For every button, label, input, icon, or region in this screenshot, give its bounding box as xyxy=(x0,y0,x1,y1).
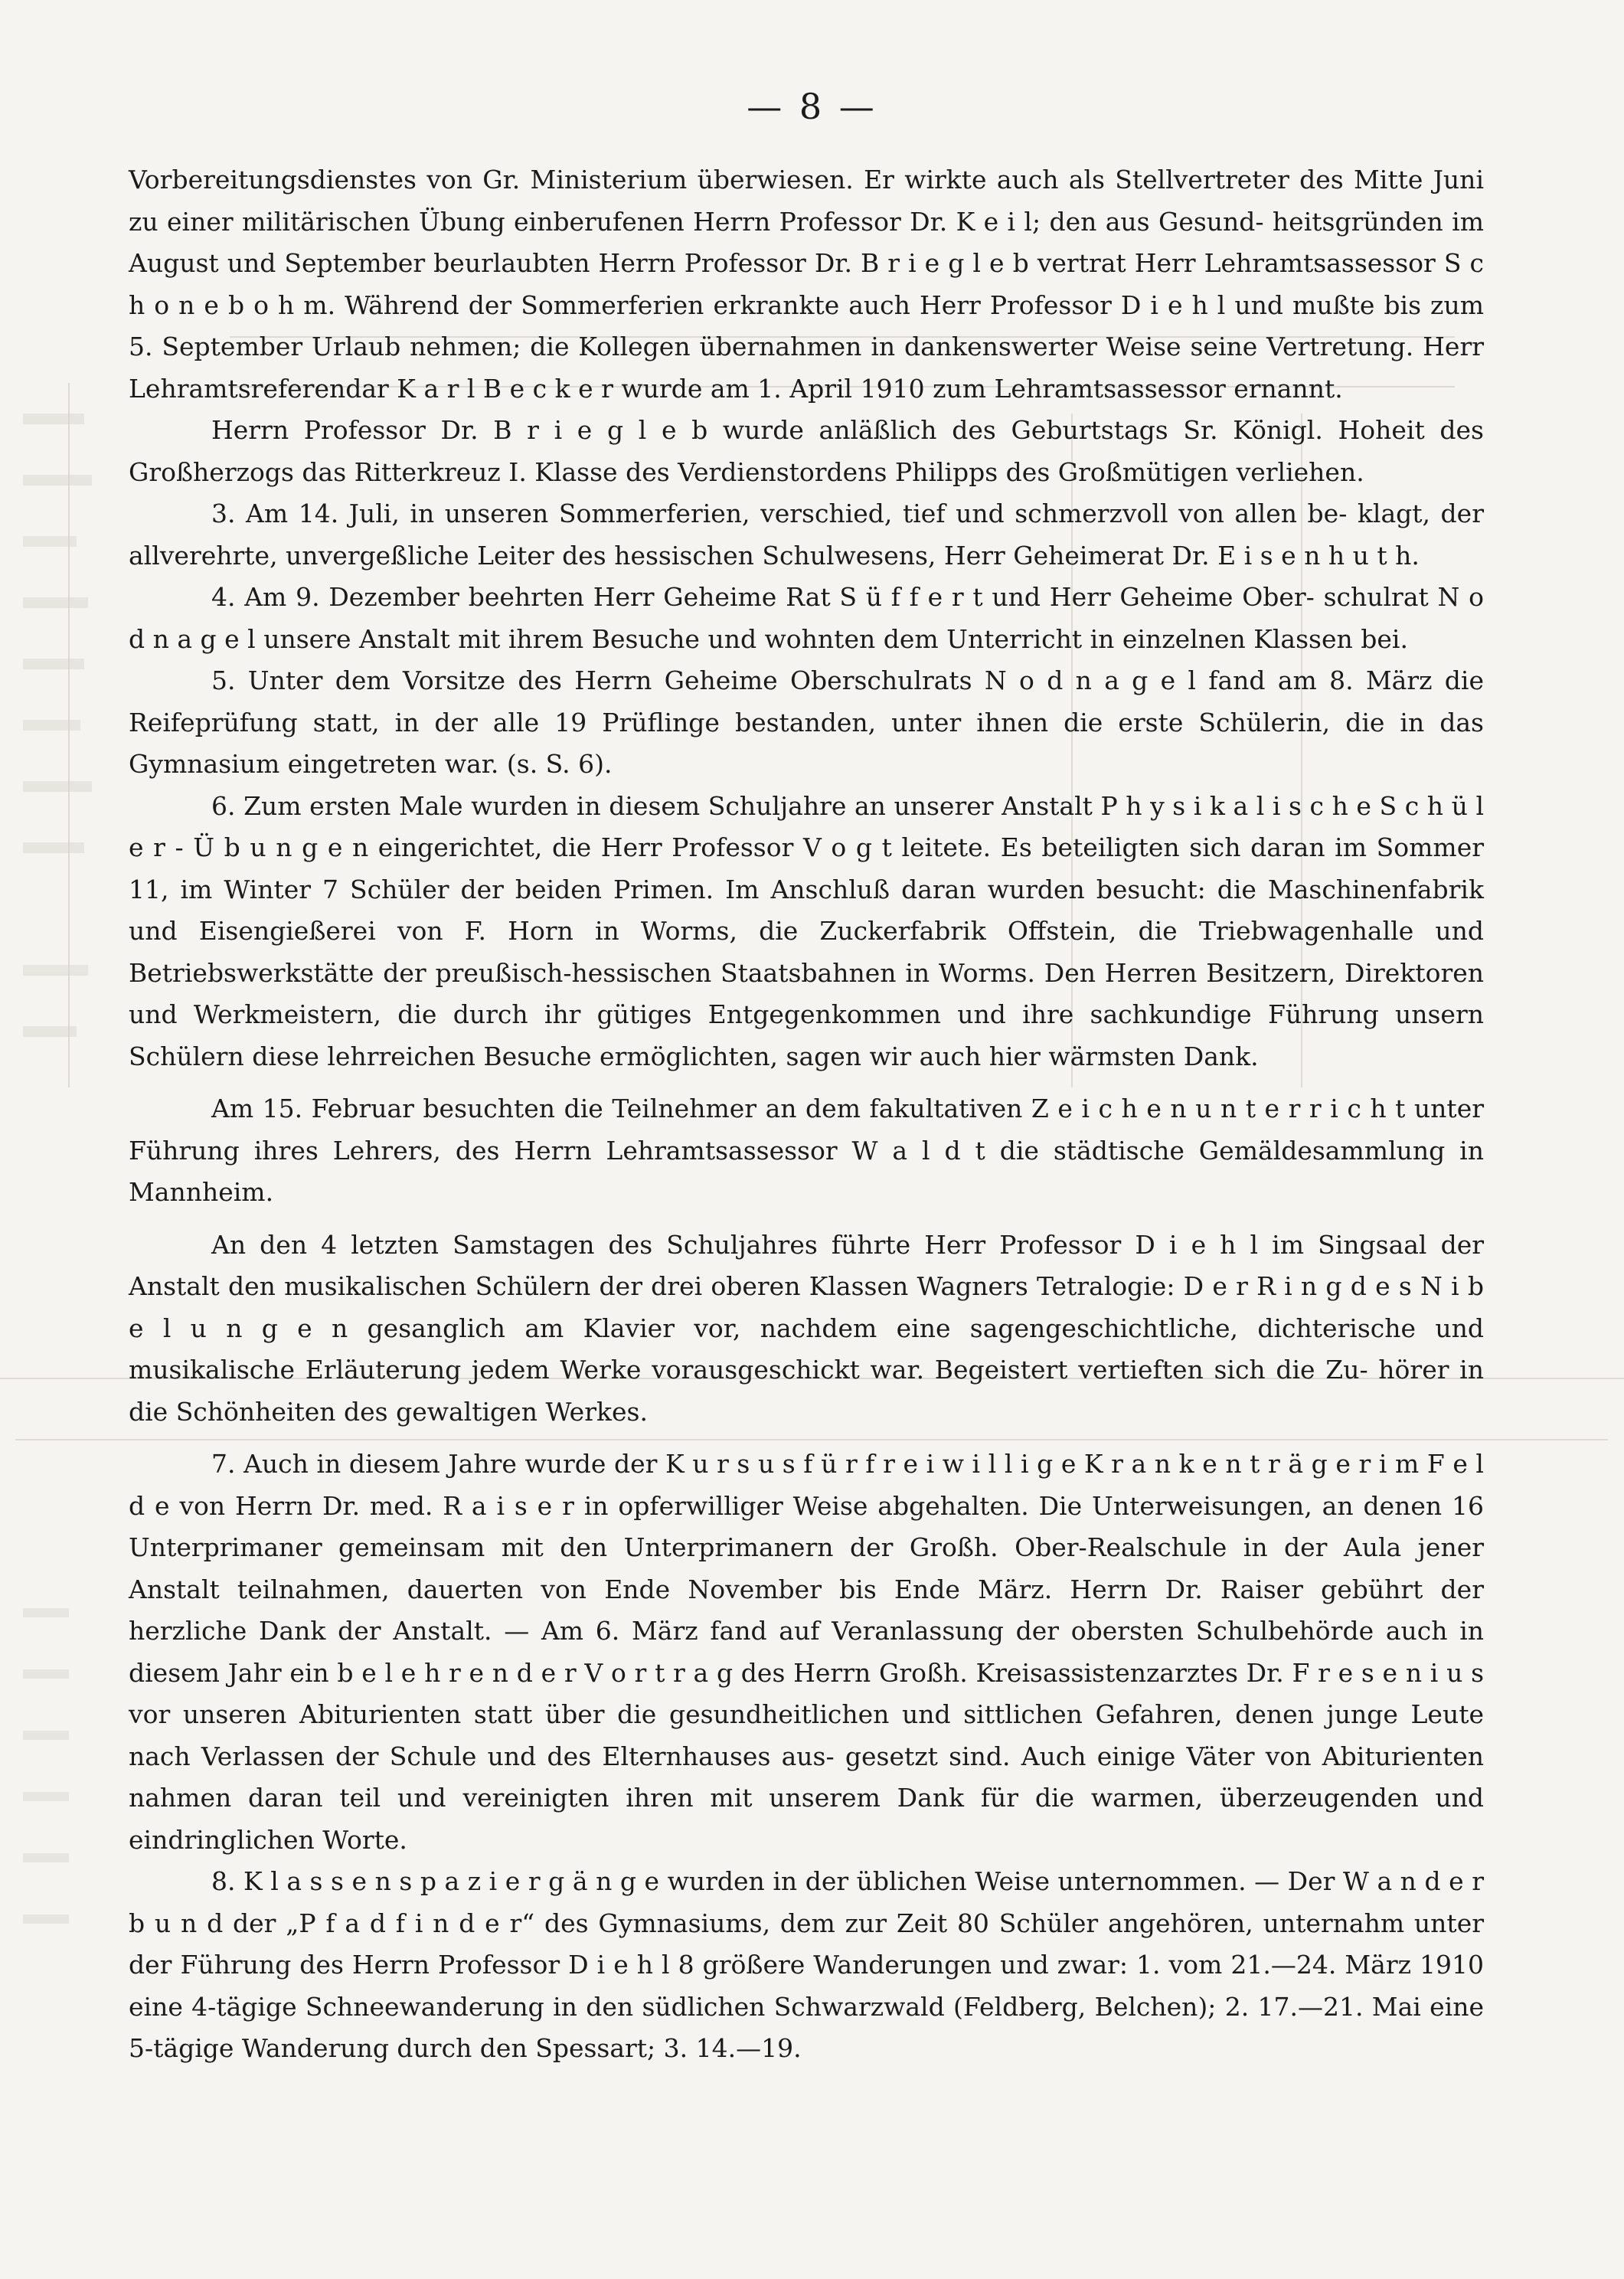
page-number: — 8 — xyxy=(747,86,877,127)
body-text xyxy=(129,159,1484,2070)
paragraph-music: An den 4 letzten Samstagen des Schuljahres führte Herr Professor D i e h l im Singsaal der Anstalt den musikalischen Schülern der drei oberen Klassen Wagners Tetralogie: D e r R i n g d e s N i b e l u n g e n gesanglich am Klavier vor, nachdem eine sagengeschichtliche, dichterische und musikalische Erläuterung jedem Werke vorausgeschickt war. Begeistert vertieften sich die Zu- hörer in die Schönheiten des gewaltigen Werkes. xyxy=(129,1229,1484,1427)
paragraph-drawing-class: Am 15. Februar besuchten die Teilnehmer an dem fakultativen Z e i c h e n u n t e r r i c h t unter Führung ihres Lehrers, des Herrn Lehramtsassessor W a l d t die städtische Gemäldesammlung in Mannheim. xyxy=(129,1094,1484,1207)
paragraph-honor: Herrn Professor Dr. B r i e g l e b wurde anläßlich des Geburtstags Sr. Königl. Hoheit des Großherzogs das Ritterkreuz I. Klasse des Verdienstordens Philipps des Großmütigen verliehen. xyxy=(129,415,1484,487)
paragraph-exam: 5. Unter dem Vorsitze des Herrn Geheime Oberschulrats N o d n a g e l fand am 8. März die Reifeprüfung statt, in der alle 19 Prüflinge bestanden, unter ihnen die erste Schülerin, die in das Gymnasium eingetreten war. (s. S. 6). xyxy=(129,665,1484,779)
paragraph-first-aid-course: 7. Auch in diesem Jahre wurde der K u r s u s f ü r f r e i w i l l i g e K r a n k e n t r ä g e r i m F e l d e von Herrn Dr. med. R a i s e r in opferwilliger Weise abgehalten. Die Unterweisungen, an denen 16 Unterprimaner gemeinsam mit den Unterprimanern der Großh. Ober-Realschule in der Aula jener Anstalt teilnahmen, dauerten von Ende November bis Ende März. Herrn Dr. Raiser gebührt der herzliche Dank der Anstalt. — Am 6. März fand auf Veranlassung der obersten Schulbehörde auch in diesem Jahr ein b e l e h r e n d e r V o r t r a g des Herrn Großh. Kreisassistenzarztes Dr. F r e s e n i u s vor unseren Abiturienten statt über die gesundheitlichen und sittlichen Gefahren, denen junge Leute nach Verlassen der Schule und des Elternhauses aus- gesetzt sind. Auch einige Väter von Abiturienten nahmen daran teil und vereinigten ihren mit unserem Dank für die warmen, überzeugenden und eindringlichen Worte. xyxy=(129,1449,1484,1855)
paragraph-substitution: Vorbereitungsdienstes von Gr. Ministerium überwiesen. Er wirkte auch als Stellvertreter des Mitte Juni zu einer militärischen Übung einberufenen Herrn Professor Dr. K e i l; den aus Gesund- heitsgründen im August und September beurlaubten Herrn Professor Dr. B r i e g l e b vertrat Herr Lehramtsassessor S c h o n e b o h m. Während der Sommerferien erkrankte auch Herr Professor D i e h l und mußte bis zum 5. September Urlaub nehmen; die Kollegen übernahmen in dankenswerter Weise seine Vertretung. Herr Lehramtsreferendar K a r l B e c k e r wurde am 1. April 1910 zum Lehramtsassessor ernannt. xyxy=(129,165,1484,404)
paragraph-excursions: 8. K l a s s e n s p a z i e r g ä n g e wurden in der üblichen Weise unternommen. — Der W a n d e r b u n d der „P f a d f i n d e r“ des Gymnasiums, dem zur Zeit 80 Schüler angehören, unternahm unter der Führung des Herrn Professor D i e h l 8 größere Wanderungen und zwar: 1. vom 21.—24. März 1910 eine 4-tägige Schneewanderung in den südlichen Schwarzwald (Feldberg, Belchen); 2. 17.—21. Mai eine 5-tägige Wanderung durch den Spessart; 3. 14.—19. xyxy=(129,1866,1484,2063)
paragraph-visit: 4. Am 9. Dezember beehrten Herr Geheime Rat S ü f f e r t und Herr Geheime Ober- schulrat N o d n a g e l unsere Anstalt mit ihrem Besuche und wohnten dem Unterricht in einzelnen Klassen bei. xyxy=(129,582,1484,654)
paragraph-obituary: 3. Am 14. Juli, in unseren Sommerferien, verschied, tief und schmerzvoll von allen be- klagt, der allverehrte, unvergeßliche Leiter des hessischen Schulwesens, Herr Geheimerat Dr. E i s e n h u t h. xyxy=(129,499,1484,571)
paragraph-physics-exercises: 6. Zum ersten Male wurden in diesem Schuljahre an unserer Anstalt P h y s i k a l i s c h e S c h ü l e r - Ü b u n g e n eingerichtet, die Herr Professor V o g t leitete. Es beteiligten sich daran im Sommer 11, im Winter 7 Schüler der beiden Primen. Im Anschluß daran wurden besucht: die Maschinenfabrik und Eisengießerei von F. Horn in Worms, die Zuckerfabrik Offstein, die Triebwagenhalle und Betriebswerkstätte der preußisch-hessischen Staatsbahnen in Worms. Den Herren Besitzern, Direktoren und Werkmeistern, die durch ihr gütiges Entgegenkommen und ihre sachkundige Führung unsern Schülern diese lehrreichen Besuche ermöglichten, sagen wir auch hier wärmsten Dank. xyxy=(129,790,1484,1071)
